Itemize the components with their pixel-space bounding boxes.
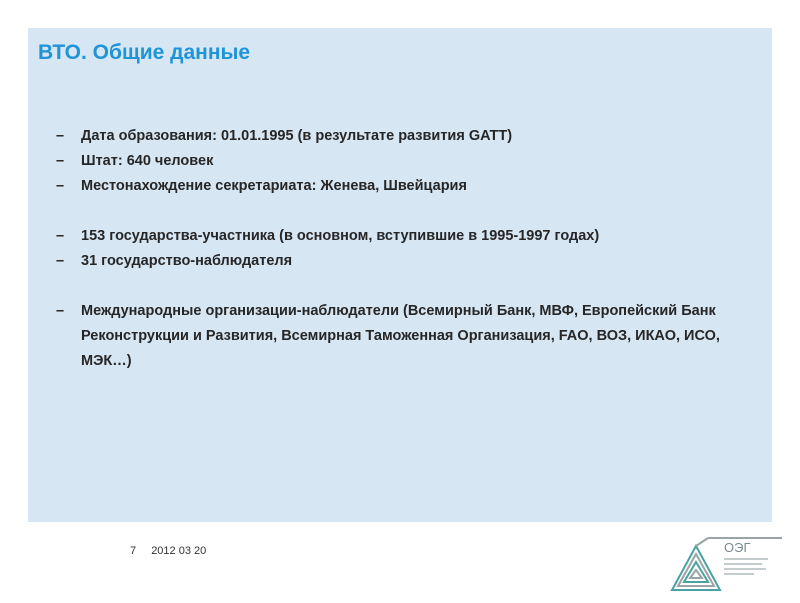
bullet-dash: – [56, 153, 65, 169]
bullet-dash: – [56, 128, 65, 144]
bullet-dash: – [56, 178, 65, 194]
bullet-item [56, 299, 756, 374]
page-number: 7 [130, 545, 137, 557]
bullet-text: 153 государства-участника (в основном, вступившие в 1995-1997 годах) [81, 228, 600, 244]
bullet-text: 31 государство-наблюдателя [81, 253, 293, 269]
bullet-text: Местонахождение секретариата: Женева, Швейцария [81, 178, 467, 194]
bullet-list [56, 124, 756, 374]
bullet-item [56, 224, 756, 249]
slide-footer [130, 545, 206, 557]
company-logo [664, 526, 784, 598]
bullet-dash: – [56, 253, 65, 269]
slide-title: ВТО. Общие данные [38, 41, 251, 64]
bullet-item [56, 149, 756, 174]
bullet-text: Дата образования: 01.01.1995 (в результате развития GATT) [81, 128, 513, 144]
bullet-dash: – [56, 228, 65, 244]
bullet-text: Международные организации-наблюдатели (Всемирный Банк, МВФ, Европейский Банк Реконструкции и Развития, Всемирная Таможенная Организация, FAO, ВОЗ, ИКАО, ИСО, МЭК…) [81, 303, 720, 369]
bullet-item [56, 124, 756, 149]
content-panel [28, 28, 772, 522]
logo-text: ОЭГ [724, 540, 751, 555]
bullet-dash: – [56, 303, 65, 319]
bullet-text: Штат: 640 человек [81, 153, 214, 169]
triangle-spiral-logo-icon [664, 526, 784, 598]
footer-date: 2012 03 20 [151, 545, 207, 557]
bullet-item [56, 174, 756, 199]
bullet-item [56, 249, 756, 274]
